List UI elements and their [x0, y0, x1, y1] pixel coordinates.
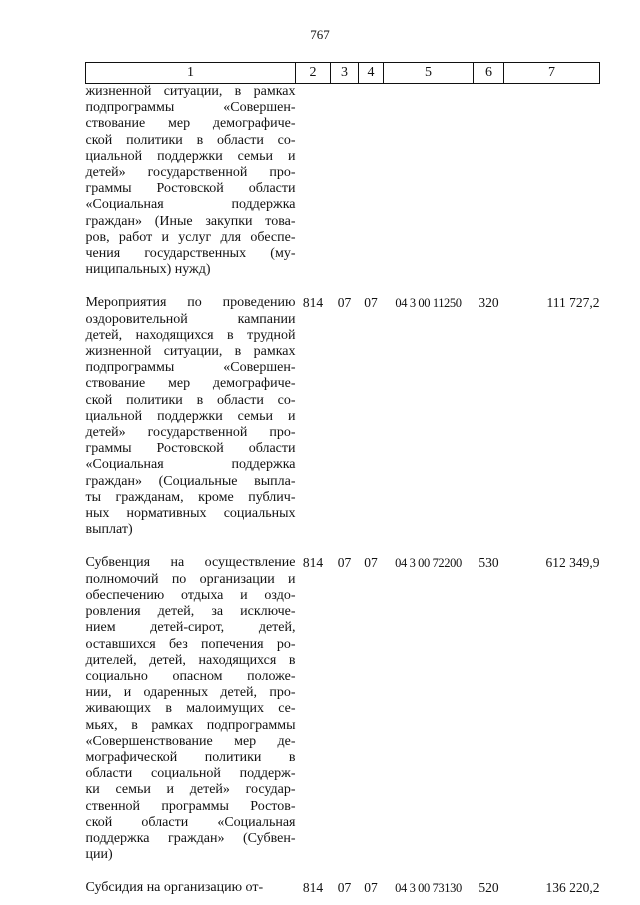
description-line: Мероприятия по проведению: [85, 295, 296, 311]
description-line: ской политики в области со-: [85, 392, 296, 408]
description-line: ниципальных) нужд): [85, 262, 211, 278]
table-row: [86, 84, 600, 296]
page-number: 767: [310, 27, 330, 42]
description-line: оставшихся без попечения ро-: [85, 636, 296, 652]
description-line: ствование мер демографиче-: [85, 116, 296, 132]
subsection-code: 07: [364, 555, 378, 571]
target-article-code: [384, 84, 474, 296]
column-header: 1: [86, 63, 296, 84]
column-header: 4: [359, 63, 384, 84]
subsection-code: 07: [364, 880, 378, 896]
table-row: [86, 880, 600, 896]
description-line: полномочий по организации и: [85, 571, 296, 587]
ministry-code: 814: [302, 295, 324, 311]
description-line: ской политики в области со-: [85, 132, 296, 148]
description-line: граждан» (Иные закупки това-: [85, 213, 296, 229]
description-line: детей» государственной про-: [85, 165, 296, 181]
description-line: обеспечению отдыха и оздо-: [85, 587, 296, 603]
section-code: 07: [337, 555, 352, 571]
section-code: 07: [337, 295, 352, 311]
expense-type-code: 320: [478, 295, 499, 311]
description-line: ции): [85, 847, 113, 863]
table-row: [86, 295, 600, 555]
column-header: 5: [384, 63, 474, 84]
description-line: мографической политики в: [85, 749, 296, 765]
section-code: [331, 84, 359, 296]
description-line: циальной поддержки семьи и: [85, 408, 296, 424]
description-line: граждан» (Социальные выпла-: [85, 473, 296, 489]
description-line: нии, и одаренных детей, про-: [85, 685, 296, 701]
description-line: ных нормативных социальных: [85, 506, 296, 522]
header-row: [86, 63, 600, 84]
description-line: граммы Ростовской области: [85, 181, 296, 197]
description-line: чения государственных (му-: [85, 246, 296, 262]
description-line: ты гражданам, кроме публич-: [85, 489, 296, 505]
description-line: жизненной ситуации, в рамках: [85, 84, 296, 99]
description-line: «Социальная поддержка: [85, 457, 296, 473]
section-code: 07: [337, 880, 352, 896]
subsection-code: [359, 84, 384, 296]
target-article-code: 04 3 00 73130: [395, 881, 462, 896]
description-line: Субвенция на осуществление: [85, 555, 296, 571]
row-description: [86, 880, 296, 896]
description-line: ки семьи и детей» государ-: [85, 782, 296, 798]
description-line: дителей, детей, находящихся в: [85, 652, 296, 668]
table-body: [86, 84, 600, 897]
amount-value: 136 220,2: [545, 880, 600, 896]
description-line: граммы Ростовской области: [85, 441, 296, 457]
description-line: ров, работ и услуг для обеспе-: [85, 229, 296, 245]
description-line: «Совершенствование мер де-: [85, 733, 296, 749]
description-line: поддержка граждан» (Субвен-: [85, 830, 296, 846]
description-line: детей» государственной про-: [85, 425, 296, 441]
amount-value: 111 727,2: [546, 295, 600, 311]
description-line: подпрограммы «Совершен-: [85, 100, 296, 116]
description-line: живающих в малоимущих се-: [85, 701, 296, 717]
column-header: 6: [474, 63, 504, 84]
expense-type-code: 530: [478, 555, 499, 571]
row-description: [86, 84, 296, 296]
row-description: [86, 555, 296, 880]
column-header: 2: [296, 63, 331, 84]
description-line: области социальной поддерж-: [85, 766, 296, 782]
ministry-code: 814: [302, 880, 324, 896]
ministry-code: 814: [302, 555, 324, 571]
description-line: нием детей-сирот, детей,: [85, 620, 296, 636]
description-line: оздоровительной кампании: [85, 311, 296, 327]
description-line: мьях, в рамках подпрограммы: [85, 717, 296, 733]
target-article-code: 04 3 00 72200: [395, 556, 462, 571]
description-line: социально опасном положе-: [85, 668, 296, 684]
description-line: ствование мер демографиче-: [85, 376, 296, 392]
amount-value: [504, 84, 600, 296]
description-line: Субсидия на организацию от-: [85, 880, 264, 896]
column-header: 7: [504, 63, 600, 84]
expense-type-code: 520: [478, 880, 499, 896]
expense-type-code: [474, 84, 504, 296]
amount-value: 612 349,9: [545, 555, 600, 571]
description-line: циальной поддержки семьи и: [85, 148, 296, 164]
description-line: «Социальная поддержка: [85, 197, 296, 213]
description-line: ственной программы Ростов-: [85, 798, 296, 814]
column-header: 3: [331, 63, 359, 84]
description-line: выплат): [85, 522, 133, 538]
description-line: подпрограммы «Совершен-: [85, 360, 296, 376]
ministry-code: [296, 84, 331, 296]
subsection-code: 07: [364, 295, 378, 311]
table-row: [86, 555, 600, 880]
target-article-code: 04 3 00 11250: [395, 296, 462, 311]
row-description: [86, 295, 296, 555]
description-line: детей, находящихся в трудной: [85, 327, 296, 343]
description-line: ской области «Социальная: [85, 814, 296, 830]
budget-table: [85, 62, 600, 897]
description-line: жизненной ситуации, в рамках: [85, 344, 296, 360]
description-line: ровления детей, за исключе-: [85, 604, 296, 620]
